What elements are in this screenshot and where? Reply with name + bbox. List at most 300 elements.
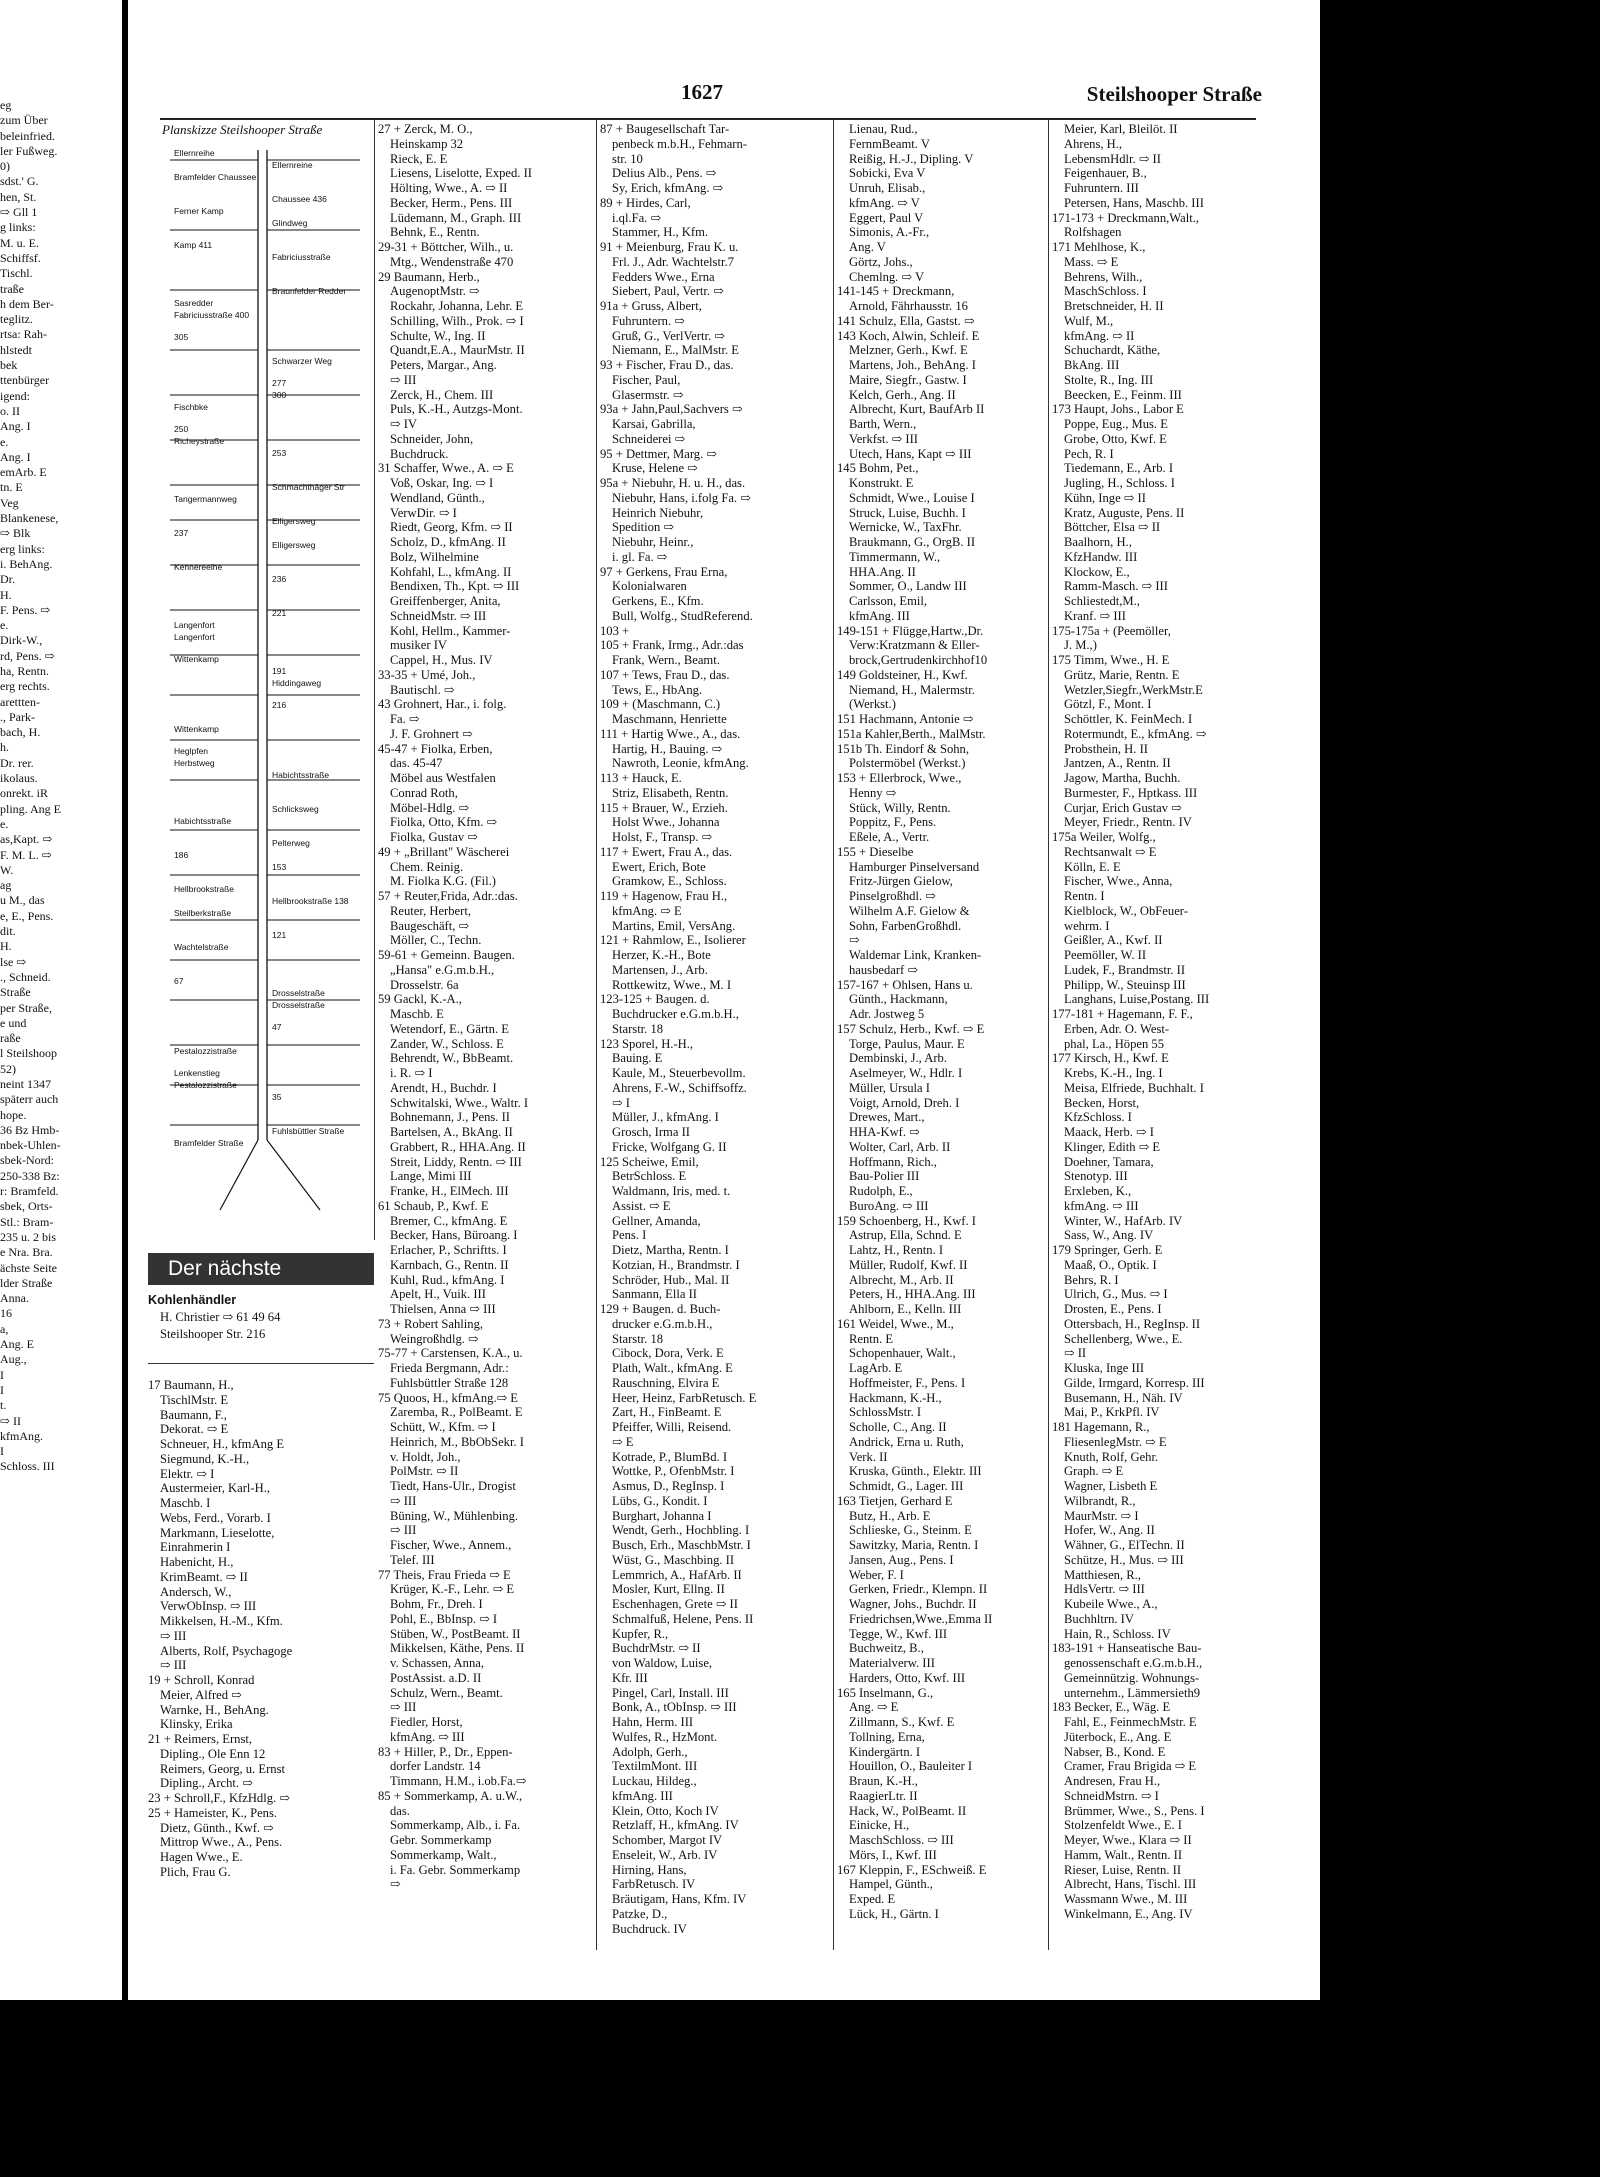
directory-entry-line: Hamburger Pinselversand — [849, 859, 980, 874]
directory-entry-line: SchneidMstr. ⇨ III — [390, 608, 487, 623]
directory-entry-line: Bohm, Fr., Dreh. I — [390, 1597, 483, 1611]
directory-entry-line: 107 + Tews, Frau D., das. — [600, 667, 730, 682]
directory-entry-line: Wulf, M., — [1064, 313, 1114, 328]
directory-entry-line: MaschSchloss. ⇨ III — [849, 1833, 954, 1847]
directory-entry-line: 121 + Rahmlow, E., Isolierer — [600, 933, 746, 948]
directory-entry-line: LebensmHdlr. ⇨ II — [1064, 151, 1161, 166]
map-street-label: Hiddingaweg — [272, 678, 322, 688]
directory-entry-line: TischlMstr. E — [160, 1392, 229, 1407]
directory-entry-line: Hartig, H., Bauing. ⇨ — [612, 741, 723, 756]
directory-entry-line: Poppitz, F., Pens. — [849, 815, 937, 830]
map-street-label: Schwarzer Weg — [272, 356, 332, 366]
previous-page-line: Veg — [0, 495, 19, 510]
directory-entry-line: Philipp, W., Steuinsp III — [1064, 977, 1186, 992]
directory-entry-line: 29-31 + Böttcher, Wilh., u. — [378, 240, 514, 254]
directory-entry-line: 85 + Sommerkamp, A. u.W., — [378, 1788, 523, 1803]
previous-page-line: e. — [0, 618, 9, 633]
map-street-label: Fischbke — [174, 402, 209, 412]
directory-entry-line: Bonk, A., tObInsp. ⇨ III — [612, 1700, 737, 1715]
directory-entry-line: Nawroth, Leonie, kfmAng. — [612, 756, 749, 771]
directory-entry-line: Reimers, Georg, u. Ernst — [160, 1761, 285, 1776]
directory-entry-line: 23 + Schroll,F., KfzHdlg. ⇨ — [148, 1791, 290, 1805]
directory-entry-line: 61 Schaub, P., Kwf. E — [378, 1198, 489, 1213]
map-street-label: 250 — [174, 424, 189, 434]
previous-page-line: Ang. I — [0, 449, 31, 464]
directory-entry-line: Meyer, Friedr., Rentn. IV — [1064, 815, 1192, 830]
previous-page-line: Ang. E — [0, 1337, 34, 1352]
directory-entry-line: Luckau, Hildeg., — [612, 1774, 697, 1788]
directory-entry-line: Dietz, Martha, Rentn. I — [612, 1243, 729, 1257]
column-divider — [1048, 120, 1049, 1950]
directory-entry-line: i. R. ⇨ I — [390, 1066, 433, 1080]
directory-entry-line: Heinrich, M., BbObSekr. I — [390, 1434, 524, 1449]
directory-entry-line: Petersen, Hans, Maschb. III — [1064, 195, 1204, 210]
previous-page-line: Schloss. III — [0, 1459, 55, 1474]
directory-entry-line: 171 Mehlhose, K., — [1052, 240, 1146, 254]
directory-entry-line: Geißler, A., Kwf. II — [1064, 933, 1163, 948]
directory-entry-line: Knuth, Rolf, Gehr. — [1064, 1449, 1159, 1464]
directory-entry-line: Fahl, E., FeinmechMstr. E — [1064, 1715, 1197, 1729]
directory-entry-line: Dietz, Günth., Kwf. ⇨ — [160, 1820, 274, 1835]
directory-entry-line: das. 45-47 — [390, 756, 443, 771]
previous-page-line: tn. E — [0, 480, 23, 495]
directory-column-2 — [600, 122, 830, 1936]
previous-page-line: W. — [0, 862, 14, 877]
previous-page-line: as,Kapt. ⇨ — [0, 832, 53, 847]
previous-page-line: bek — [0, 358, 18, 373]
previous-page-line: 235 u. 2 bis — [0, 1229, 57, 1244]
directory-entry-line: Schneuer, H., kfmAng E — [160, 1437, 285, 1451]
directory-entry-line: J. F. Grohnert ⇨ — [390, 726, 473, 741]
directory-entry-line: Astrup, Ella, Schnd. E — [849, 1228, 962, 1243]
previous-page-line: ., Park- — [0, 709, 35, 724]
previous-page-line: u M., das — [0, 893, 45, 908]
directory-entry-line: Tews, E., HbAng. — [612, 682, 703, 697]
map-street-label: Richeystraße — [174, 436, 225, 446]
directory-entry-line: Webs, Ferd., Vorarb. I — [160, 1510, 271, 1525]
previous-page-line: igend: — [0, 388, 30, 403]
directory-entry-line: i.ql.Fa. ⇨ — [612, 210, 662, 225]
directory-entry-line: 143 Koch, Alwin, Schleif. E — [837, 328, 980, 343]
map-title: Planskizze Steilshooper Straße — [162, 122, 323, 137]
directory-entry-line: Schneider, John, — [390, 431, 474, 446]
directory-entry-line: Gebr. Sommerkamp — [390, 1833, 492, 1847]
map-street-label: Langenfort — [174, 620, 215, 630]
directory-entry-line: kfmAng. III — [612, 1788, 673, 1803]
directory-entry-line: Einrahmerin I — [160, 1540, 231, 1555]
map-street-label: 47 — [272, 1022, 282, 1032]
directory-entry-line: Frl. J., Adr. Wachtelstr.7 — [612, 254, 734, 269]
directory-entry-line: Schulz, Wern., Beamt. — [390, 1685, 503, 1700]
directory-entry-line: Schuchardt, Käthe, — [1064, 343, 1161, 358]
directory-entry-line: Bendixen, Th., Kpt. ⇨ III — [390, 579, 520, 594]
directory-entry-line: kfmAng. ⇨ E — [612, 903, 682, 918]
directory-entry-line: Fritz-Jürgen Gielow, — [849, 874, 953, 889]
directory-entry-line: Zerck, H., Chem. III — [390, 387, 494, 402]
directory-entry-line: Klinger, Edith ⇨ E — [1064, 1139, 1161, 1154]
directory-entry-line: Bremer, C., kfmAng. E — [390, 1213, 508, 1228]
directory-entry-line: Mai, P., KrkPfl. IV — [1064, 1405, 1160, 1420]
directory-entry-line: 89 + Hirdes, Carl, — [600, 195, 691, 210]
map-street-label: Bramfelder Straße — [174, 1138, 244, 1148]
directory-entry-line: 17 Baumann, H., — [148, 1378, 234, 1392]
directory-entry-line: Sanmann, Ella II — [612, 1287, 697, 1302]
directory-entry-line: Schulte, W., Ing. II — [390, 328, 486, 343]
directory-entry-line: J. M.,) — [1064, 638, 1097, 653]
directory-entry-line: Drewes, Mart., — [849, 1110, 925, 1125]
directory-entry-line: 91 + Meienburg, Frau K. u. — [600, 240, 739, 254]
previous-page-line: hen, St. — [0, 189, 37, 204]
directory-entry-line: Greiffenberger, Anita, — [390, 594, 501, 608]
map-street-label: 153 — [272, 862, 287, 872]
directory-entry-line: Fischer, Wwe., Annem., — [390, 1538, 512, 1552]
directory-entry-line: Möbel-Hdlg. ⇨ — [390, 800, 470, 815]
directory-entry-line: Markmann, Lieselotte, — [160, 1525, 275, 1540]
directory-entry-line: Austermeier, Karl-H., — [160, 1481, 270, 1496]
directory-entry-line: 93 + Fischer, Frau D., das. — [600, 358, 734, 372]
directory-entry-line: Karsai, Gabrilla, — [612, 417, 696, 431]
directory-entry-line: MaschSchloss. I — [1064, 284, 1147, 299]
directory-entry-line: 19 + Schroll, Konrad — [148, 1673, 255, 1687]
directory-entry-line: Rentn. E — [849, 1331, 894, 1346]
directory-entry-line: 125 Scheiwe, Emil, — [600, 1154, 699, 1169]
previous-page-line: dit. — [0, 924, 16, 939]
directory-entry-line: Timmann, H.M., i.ob.Fa.⇨ — [390, 1774, 527, 1788]
directory-entry-line: das. — [390, 1803, 410, 1818]
directory-entry-line: Fischer, Wwe., Anna, — [1064, 874, 1173, 889]
previous-page-line: Schiffsf. — [0, 250, 41, 265]
directory-entry-line: Scholz, D., kfmAng. II — [390, 535, 506, 549]
previous-page-line: neint 1347 — [0, 1077, 51, 1091]
directory-entry-line: Lange, Mimi III — [390, 1169, 472, 1184]
directory-entry-line: Bau-Polier III — [849, 1169, 920, 1184]
directory-entry-line: 33-35 + Umé, Joh., — [378, 667, 476, 682]
directory-entry-line: Verw:Kratzmann & Eller- — [849, 638, 980, 653]
directory-entry-line: Tollning, Erna, — [849, 1729, 925, 1744]
directory-entry-line: Schlieske, G., Steinm. E — [849, 1523, 972, 1538]
directory-entry-line: phal, La., Höpen 55 — [1064, 1036, 1165, 1051]
map-street-label: Habichtsstraße — [174, 816, 232, 826]
directory-entry-line: Harders, Otto, Kwf. III — [849, 1670, 966, 1685]
directory-entry-line: Meisa, Elfriede, Buchhalt. I — [1064, 1080, 1204, 1095]
directory-entry-line: Jansen, Aug., Pens. I — [849, 1552, 954, 1567]
directory-entry-line: Buchdruck. IV — [612, 1921, 687, 1936]
map-street-label: Hellbrookstraße — [174, 884, 234, 894]
directory-entry-line: Pens. I — [612, 1228, 647, 1243]
directory-entry-line: Eggert, Paul V — [849, 210, 924, 225]
map-street-label: Bramfelder Chaussee — [174, 172, 257, 182]
directory-entry-line: v. Holdt, Joh., — [390, 1449, 461, 1464]
directory-entry-line: Mtg., Wendenstraße 470 — [390, 254, 514, 269]
directory-entry-line: 123 Sporel, H.-H., — [600, 1036, 694, 1051]
previous-page-line: 52) — [0, 1061, 16, 1076]
directory-entry-line: dorfer Landstr. 14 — [390, 1759, 481, 1774]
directory-entry-line: Sobicki, Eva V — [849, 166, 926, 181]
directory-entry-line: Matthiesen, R., — [1064, 1567, 1141, 1582]
directory-entry-line: kfmAng. III — [849, 608, 910, 623]
previous-page-line: o. II — [0, 403, 20, 418]
directory-entry-line: Lahtz, H., Rentn. I — [849, 1243, 944, 1257]
directory-entry-line: Wetendorf, E., Gärtn. E — [390, 1021, 509, 1036]
directory-entry-line: Hagen Wwe., E. — [160, 1850, 243, 1864]
directory-entry-line: ⇨ III — [390, 1493, 417, 1508]
directory-entry-line: Rockahr, Johanna, Lehr. E — [390, 299, 524, 313]
map-street-label: 191 — [272, 666, 287, 676]
directory-entry-line: Hölting, Wwe., A. ⇨ II — [390, 181, 508, 195]
directory-entry-line: Frank, Wern., Beamt. — [612, 653, 720, 667]
previous-page-line: nbek-Uhlen- — [0, 1138, 61, 1153]
directory-entry-line: Gilde, Irmgard, Korresp. III — [1064, 1375, 1205, 1390]
directory-entry-line: kfmAng. ⇨ III — [1064, 1198, 1139, 1213]
directory-entry-line: Fiolka, Otto, Kfm. ⇨ — [390, 815, 498, 830]
directory-entry-line: Rentn. I — [1064, 889, 1105, 903]
directory-entry-line: Voß, Oskar, Ing. ⇨ I — [390, 476, 494, 490]
directory-entry-line: Kratz, Auguste, Pens. II — [1064, 505, 1185, 520]
map-street-label: 300 — [272, 390, 287, 400]
previous-page-line: zum Über — [0, 113, 48, 128]
map-street-label: Fabriciusstraße 400 — [174, 310, 250, 320]
previous-page-line: per Straße, — [0, 1000, 52, 1015]
directory-entry-line: Schwitalski, Wwe., Waltr. I — [390, 1095, 529, 1110]
directory-entry-line: ⇨ III — [390, 1523, 417, 1538]
directory-entry-line: Becken, Horst, — [1064, 1095, 1140, 1110]
directory-entry-line: Schröder, Hub., Mal. II — [612, 1272, 730, 1287]
directory-entry-line: Schilling, Wilh., Prok. ⇨ I — [390, 313, 524, 328]
directory-entry-line: penbeck m.b.H., Fehmarn- — [612, 136, 747, 151]
directory-entry-line: 43 Grohnert, Har., i. folg. — [378, 697, 507, 712]
directory-entry-line: Baugeschäft, ⇨ — [390, 918, 470, 933]
directory-entry-line: Friedrichsen,Wwe.,Emma II — [849, 1611, 993, 1626]
directory-entry-line: Jüterbock, E., Ang. E — [1064, 1729, 1172, 1744]
directory-entry-line: Lienau, Rud., — [849, 122, 918, 136]
directory-entry-line: Bohnemann, J., Pens. II — [390, 1110, 510, 1125]
directory-entry-line: drucker e.G.m.b.H., — [612, 1316, 713, 1331]
directory-entry-line: Curjar, Erich Gustav ⇨ — [1064, 800, 1182, 815]
directory-entry-line: Braukmann, G., OrgB. II — [849, 535, 976, 549]
directory-entry-line: Wendt, Gerh., Hochbling. I — [612, 1523, 750, 1538]
directory-entry-line: Kupfer, R., — [612, 1626, 669, 1641]
directory-entry-line: Puls, K.-H., Autzgs-Mont. — [390, 402, 523, 417]
previous-page-line: r: Bramfeld. — [0, 1184, 59, 1199]
directory-entry-line: Kuhl, Rud., kfmAng. I — [390, 1272, 505, 1287]
directory-entry-line: Siegmund, K.-H., — [160, 1451, 250, 1466]
directory-entry-line: Butz, H., Arb. E — [849, 1508, 931, 1523]
map-street-label: Steilberkstraße — [174, 908, 232, 918]
directory-entry-line: Ang. V — [849, 240, 886, 254]
directory-entry-line: 183 Becker, E., Wäg. E — [1052, 1700, 1171, 1715]
previous-page-line: t. — [0, 1398, 7, 1413]
directory-entry-line: Patzke, D., — [612, 1906, 668, 1921]
directory-entry-line: Voigt, Arnold, Dreh. I — [849, 1095, 960, 1110]
directory-entry-line: ⇨ II — [1064, 1346, 1087, 1361]
directory-entry-line: Exped. E — [849, 1892, 896, 1906]
directory-entry-line: Doehner, Tamara, — [1064, 1154, 1154, 1169]
directory-entry-line: 159 Schoenberg, H., Kwf. I — [837, 1213, 976, 1228]
directory-entry-line: Wolter, Carl, Arb. II — [849, 1139, 951, 1154]
directory-entry-line: Starstr. 18 — [612, 1021, 664, 1036]
directory-entry-line: Eßele, A., Vertr. — [849, 830, 930, 844]
directory-entry-line: Dipling., Ole Enn 12 — [160, 1746, 266, 1761]
directory-entry-line: Langhans, Luise,Postang. III — [1064, 992, 1210, 1007]
directory-entry-line: Polstermöbel (Werkst.) — [849, 756, 966, 771]
directory-entry-line: Niebuhr, Hans, i.folg Fa. ⇨ — [612, 490, 751, 505]
directory-entry-line: 25 + Hameister, K., Pens. — [148, 1805, 278, 1820]
directory-entry-line: Feigenhauer, B., — [1064, 166, 1147, 181]
directory-entry-line: 77 Theis, Frau Frieda ⇨ E — [378, 1567, 511, 1582]
directory-entry-line: Houillon, O., Bauleiter I — [849, 1759, 973, 1774]
directory-entry-line: Reuter, Herbert, — [390, 903, 471, 918]
directory-entry-line: Weber, F. I — [849, 1567, 904, 1582]
directory-entry-line: Enseleit, W., Arb. IV — [612, 1847, 718, 1862]
directory-entry-line: Bolz, Wilhelmine — [390, 549, 479, 564]
directory-entry-line: 165 Inselmann, G., — [837, 1685, 934, 1700]
directory-entry-line: Henny ⇨ — [849, 785, 897, 800]
directory-entry-line: Wernicke, W., TaxFhr. — [849, 520, 962, 535]
directory-entry-line: musiker IV — [390, 638, 448, 653]
map-street-label: Kamp 411 — [174, 240, 213, 250]
previous-page-line: bach, H. — [0, 725, 41, 740]
directory-entry-line: Krüger, K.-F., Lehr. ⇨ E — [390, 1582, 515, 1597]
directory-entry-line: Baumann, F., — [160, 1407, 227, 1422]
directory-entry-line: Erben, Adr. O. West- — [1064, 1021, 1170, 1036]
directory-entry-line: Kranf. ⇨ III — [1064, 608, 1126, 623]
directory-entry-line: 181 Hagemann, R., — [1052, 1420, 1150, 1434]
directory-entry-line: Kelch, Gerh., Ang. II — [849, 387, 956, 402]
directory-column-left — [148, 1378, 378, 1880]
previous-page-line: ⇨ Gll 1 — [0, 205, 38, 220]
directory-entry-line: 157 Schulz, Herb., Kwf. ⇨ E — [837, 1021, 985, 1036]
previous-page-line: raße — [0, 1031, 21, 1046]
directory-entry-line: Andresen, Frau H., — [1064, 1774, 1161, 1788]
directory-entry-line: 31 Schaffer, Wwe., A. ⇨ E — [378, 461, 514, 476]
map-street-label: Elligersweg — [272, 516, 316, 526]
previous-page-line: kfmAng. — [0, 1428, 43, 1443]
directory-entry-line: 113 + Hauck, E. — [600, 771, 682, 785]
map-street-label: Glindweg — [272, 218, 308, 228]
directory-entry-line: Siebert, Paul, Vertr. ⇨ — [612, 284, 724, 299]
map-street-label: 186 — [174, 850, 189, 860]
directory-entry-line: BkAng. III — [1064, 358, 1120, 372]
previous-page-line: Dr. rer. — [0, 755, 34, 770]
directory-entry-line: Nabser, B., Kond. E — [1064, 1744, 1166, 1759]
directory-entry-line: Poppe, Eug., Mus. E — [1064, 417, 1168, 431]
directory-entry-line: Schopenhauer, Walt., — [849, 1346, 956, 1361]
directory-entry-line: ⇨ III — [390, 372, 417, 387]
previous-page-line: onrekt. iR — [0, 786, 48, 801]
directory-entry-line: Hirning, Hans, — [612, 1862, 687, 1877]
directory-entry-line: Conrad Roth, — [390, 785, 458, 800]
directory-entry-line: Liesens, Liselotte, Exped. II — [390, 166, 532, 181]
directory-entry-line: Habenicht, H., — [160, 1555, 234, 1569]
directory-entry-line: Bartelsen, A., BkAng. II — [390, 1125, 513, 1139]
directory-entry-line: Müller, Ursula I — [849, 1080, 930, 1095]
previous-page-line: F. M. L. ⇨ — [0, 847, 52, 862]
directory-entry-line: Delius Alb., Pens. ⇨ — [612, 166, 717, 181]
directory-entry-line: Maschb. E — [390, 1007, 444, 1021]
directory-entry-line: Starstr. 18 — [612, 1331, 664, 1346]
directory-entry-line: Einicke, H., — [849, 1818, 910, 1833]
map-street-label: Sasredder — [174, 298, 214, 308]
directory-entry-line: 175 Timm, Wwe., H. E — [1052, 653, 1170, 667]
directory-entry-line: Wottke, P., OfenbMstr. I — [612, 1464, 735, 1479]
directory-entry-line: Striz, Elisabeth, Rentn. — [612, 785, 729, 800]
previous-page-line: 0) — [0, 159, 10, 174]
directory-entry-line: Chemlng. ⇨ V — [849, 269, 925, 284]
directory-entry-line: Wagner, Lisbeth E — [1064, 1479, 1158, 1493]
directory-entry-line: Behrens, Wilh., — [1064, 269, 1143, 284]
directory-entry-line: Ahrens, H., — [1064, 136, 1123, 151]
map-street-label: Pelterweg — [272, 838, 310, 848]
directory-entry-line: Peemöller, W. II — [1064, 948, 1147, 962]
directory-entry-line: 21 + Reimers, Ernst, — [148, 1732, 252, 1746]
directory-entry-line: Wendland, Günth., — [390, 490, 485, 505]
previous-page-line: ag — [0, 878, 12, 893]
directory-entry-line: Bauing. E — [612, 1051, 663, 1066]
previous-page-line: ächste Seite — [0, 1260, 57, 1275]
directory-entry-line: Scholle, C., Ang. II — [849, 1420, 947, 1434]
directory-entry-line: Erlacher, P., Schriftts. I — [390, 1243, 507, 1257]
directory-entry-line: i. Fa. Gebr. Sommerkamp — [390, 1862, 521, 1877]
directory-entry-line: Winter, W., HafArb. IV — [1064, 1213, 1183, 1228]
directory-entry-line: Kolonialwaren — [612, 579, 687, 594]
directory-entry-line: Maschmann, Henriette — [612, 712, 727, 726]
previous-page-line: Ang. I — [0, 419, 31, 434]
directory-entry-line: Waldemar Link, Kranken- — [849, 948, 982, 962]
previous-page-line: 36 Bz Hmb- — [0, 1122, 60, 1137]
coal-dealer-line: H. Christier ⇨ 61 49 64 — [160, 1310, 281, 1324]
header-rule — [160, 118, 1256, 120]
directory-entry-line: Kruska, Günth., Elektr. III — [849, 1464, 982, 1479]
map-street-label: 305 — [174, 332, 189, 342]
directory-entry-line: Cappel, H., Mus. IV — [390, 653, 493, 667]
previous-page-line: h dem Ber- — [0, 296, 54, 311]
directory-entry-line: Sass, W., Ang. IV — [1064, 1228, 1154, 1243]
directory-entry-line: Behrs, R. I — [1064, 1272, 1119, 1287]
previous-page-line: teglitz. — [0, 312, 33, 327]
map-street-label: Fabriciusstraße — [272, 252, 331, 262]
directory-entry-line: SchlossMstr. I — [849, 1405, 922, 1420]
directory-entry-line: 95 + Dettmer, Marg. ⇨ — [600, 446, 717, 461]
map-street-label: 236 — [272, 574, 287, 584]
directory-entry-line: Niebuhr, Heinr., — [612, 535, 694, 549]
directory-entry-line: LagArb. E — [849, 1361, 903, 1375]
directory-entry-line: 29 Baumann, Herb., — [378, 269, 480, 284]
previous-page-line: Dirk-W., — [0, 633, 43, 648]
previous-page-line: Anna. — [0, 1291, 29, 1306]
directory-entry-line: Schneiderei ⇨ — [612, 431, 686, 446]
directory-entry-line: HHA.Ang. II — [849, 564, 916, 579]
directory-entry-line: AugenoptMstr. ⇨ — [390, 284, 480, 299]
directory-entry-line: Drosselstr. 6a — [390, 977, 459, 992]
map-drawing — [160, 140, 369, 1230]
directory-entry-line: Mikkelsen, Käthe, Pens. II — [390, 1641, 525, 1656]
directory-entry-line: Maire, Siegfr., Gastw. I — [849, 372, 967, 387]
directory-entry-line: Simonis, A.-Fr., — [849, 225, 930, 240]
map-street-label: Braunfelder Redder — [272, 286, 347, 296]
previous-page-line: H. — [0, 587, 12, 602]
directory-entry-line: Aselmeyer, W., Hdlr. I — [849, 1066, 963, 1080]
directory-entry-line: Lemmrich, A., HafArb. II — [612, 1567, 742, 1582]
directory-entry-line: Martensen, J., Arb. — [612, 962, 708, 977]
directory-entry-line: Stenotyp. III — [1064, 1169, 1128, 1184]
previous-page-line: ttenbürger — [0, 373, 50, 388]
directory-entry-line: Busemann, H., Näh. IV — [1064, 1390, 1183, 1405]
directory-entry-line: Jagow, Martha, Buchh. — [1064, 771, 1181, 785]
coal-dealer-line: Steilshooper Str. 216 — [160, 1327, 266, 1341]
directory-entry-line: Müller, J., kfmAng. I — [612, 1110, 719, 1125]
directory-entry-line: Kotrade, P., BlumBd. I — [612, 1449, 728, 1464]
directory-entry-line: Möbel aus Westfalen — [390, 771, 496, 785]
